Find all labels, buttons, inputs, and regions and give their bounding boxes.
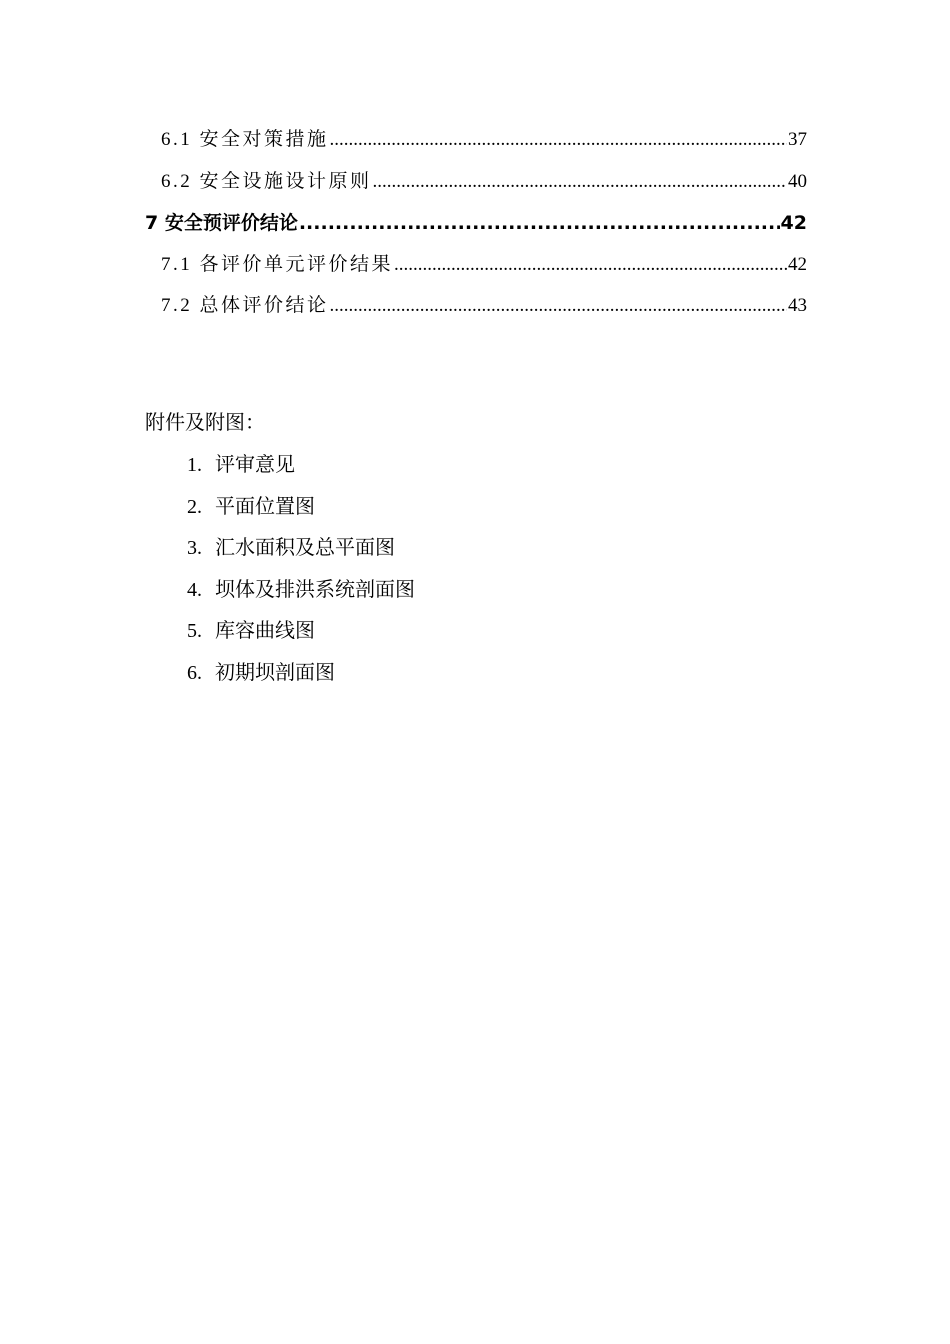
toc-leader-dots	[373, 170, 787, 194]
toc-entry-6-1[interactable]	[145, 128, 807, 170]
toc-leader-dots	[330, 294, 787, 318]
toc-entry-page: 43	[788, 295, 807, 316]
list-item	[187, 575, 415, 617]
list-item	[187, 533, 415, 575]
toc-entry-page: 42	[788, 253, 807, 275]
toc-entry-label: 7 安全预评价结论	[145, 212, 298, 234]
list-item-text: 坝体及排洪系统剖面图	[215, 576, 415, 601]
list-item	[187, 450, 415, 492]
toc-entry-7-2[interactable]	[145, 294, 807, 336]
list-item-text: 汇水面积及总平面图	[215, 535, 395, 559]
toc-entry-page: 37	[788, 129, 807, 150]
list-item-text: 平面位置图	[215, 493, 315, 518]
table-of-contents	[145, 128, 807, 336]
list-item-number: 3.	[187, 537, 202, 559]
toc-entry-page: 40	[788, 170, 807, 192]
list-item-number: 6.	[187, 661, 202, 684]
list-item-text: 评审意见	[215, 452, 295, 476]
list-item	[187, 616, 415, 658]
list-item-number: 1.	[187, 454, 202, 476]
toc-entry-label: 7.1 各评价单元评价结果	[161, 253, 394, 275]
attachments-list	[187, 450, 415, 699]
toc-entry-label: 7.2 总体评价结论	[161, 295, 329, 316]
toc-leader-dots	[394, 253, 787, 277]
list-item-number: 5.	[187, 620, 202, 642]
list-item-number: 4.	[187, 578, 202, 601]
toc-entry-label: 6.2 安全设施设计原则	[161, 170, 372, 192]
toc-entry-page: 42	[780, 212, 807, 234]
toc-entry-7[interactable]	[145, 211, 807, 253]
list-item-text: 初期坝剖面图	[215, 659, 335, 684]
list-item	[187, 658, 415, 700]
toc-entry-7-1[interactable]	[145, 253, 807, 295]
list-item-text: 库容曲线图	[215, 618, 315, 642]
attachments-title: 附件及附图：	[145, 410, 265, 434]
toc-leader-dots	[299, 211, 780, 235]
toc-entry-label: 6.1 安全对策措施	[161, 129, 329, 150]
toc-entry-6-2[interactable]	[145, 170, 807, 212]
list-item	[187, 492, 415, 534]
list-item-number: 2.	[187, 495, 202, 518]
toc-leader-dots	[330, 128, 787, 152]
